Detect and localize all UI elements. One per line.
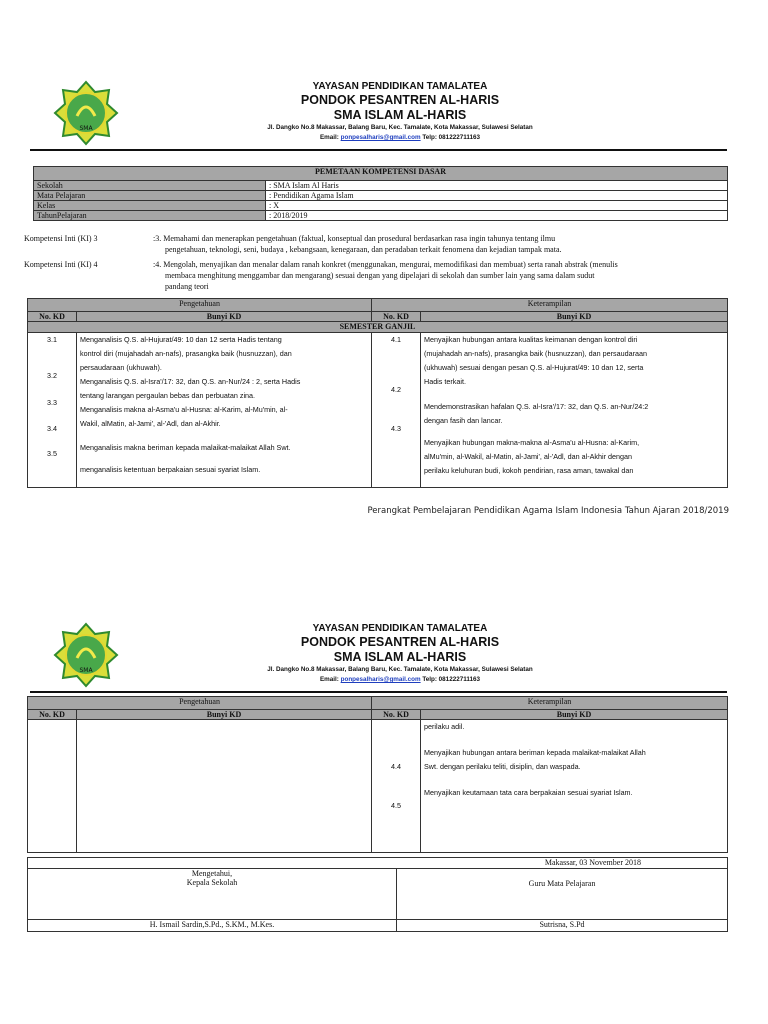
kd-line: Mendemonstrasikan hafalan Q.S. al-Isra'/17: 32, dan Q.S. an-Nur/24:2	[424, 402, 649, 411]
place-date: Makassar, 03 November 2018	[28, 858, 728, 869]
pesantren-name: PONDOK PESANTREN AL-HARIS	[300, 635, 500, 649]
info-label: TahunPelajaran	[34, 211, 266, 221]
page-footer: Perangkat Pembelajaran Pendidikan Agama Islam Indonesia Tahun Ajaran 2018/2019	[367, 506, 729, 516]
kd-table-page2	[27, 696, 728, 853]
teacher-name: Sutrisna, S.Pd	[397, 920, 728, 932]
kd-no: 4.1	[391, 335, 401, 344]
letterhead	[180, 80, 620, 143]
email-link[interactable]: ponpesalharis@gmail.com	[340, 676, 421, 683]
no-kd-header: No. KD	[28, 312, 77, 322]
header-rule	[30, 149, 727, 151]
pengetahuan-header: Pengetahuan	[28, 697, 372, 710]
kd-no: 4.3	[391, 424, 401, 433]
kd-spacer	[424, 774, 724, 786]
kd-line: perilaku keluhuran budi, kokoh pendirian, rasa aman, tawakal dan	[424, 466, 634, 475]
bunyi-kd-header: Bunyi KD	[421, 710, 728, 720]
kd-numbers-right	[372, 333, 421, 488]
kd-text-right	[421, 720, 728, 853]
kd-line: Menganalisis Q.S. al-Hujurat/49: 10 dan 12 serta Hadis tentang	[80, 335, 282, 344]
kd-spacer	[80, 431, 368, 441]
kd-line: Menganalisis makna al-Asma'u al-Husna: al-Karim, al-Mu'min, al-	[80, 405, 288, 414]
kd-line: Menyajikan hubungan makna-makna al-Asma'u al-Husna: al-Karim,	[424, 438, 640, 447]
kd-line: tentang larangan pergaulan bebas dan perbuatan zina.	[80, 391, 256, 400]
info-value: : X	[266, 201, 728, 211]
page-title: PEMETAAN KOMPETENSI DASAR	[34, 167, 728, 181]
ki4-text	[153, 259, 731, 292]
ki4-text-line3: pandang teori	[165, 282, 209, 291]
kd-line: alMu'min, al-Wakil, al-Matin, al-Jami', al-'Adl, dan al-Akhir dengan	[424, 452, 632, 461]
kd-no: 4.5	[391, 801, 401, 810]
kd-numbers-right	[372, 720, 421, 853]
logo-text: SMA	[79, 125, 93, 132]
kd-line: menganalisis ketentuan berpakaian sesuai syariat Islam.	[80, 465, 261, 474]
ki4-text-line1: :4. Mengolah, menyajikan dan menalar dalam ranah konkret (menggunakan, mengurai, memodifikasi dan membuat) serta ranah abstrak (menulis	[153, 260, 618, 269]
pesantren-name: PONDOK PESANTREN AL-HARIS	[300, 93, 500, 107]
ki4-text-line2: membaca menghitung menggambar dan mengarang) sesuai dengan yang dipelajari di sekolah dan sumber lain yang sama dalam sudut	[165, 271, 595, 280]
kd-line: Menyajikan hubungan antara beriman kepada malaikat-malaikat Allah	[424, 748, 646, 757]
bunyi-kd-header: Bunyi KD	[77, 710, 372, 720]
signature-table	[27, 857, 728, 932]
ki3-label: Kompetensi Inti (KI) 3	[24, 234, 98, 243]
no-kd-header: No. KD	[28, 710, 77, 720]
kd-spacer	[80, 455, 368, 463]
bunyi-kd-header: Bunyi KD	[421, 312, 728, 322]
info-value: : Pendidikan Agama Islam	[266, 191, 728, 201]
kepala-label: Kepala Sekolah	[186, 878, 238, 887]
kd-line: Menyajikan hubungan antara kualitas keimanan dengan kontrol diri	[424, 335, 638, 344]
kd-no: 3.3	[47, 398, 57, 407]
kd-no: 3.4	[47, 424, 57, 433]
no-kd-header: No. KD	[372, 312, 421, 322]
kd-numbers-left-empty	[28, 720, 77, 853]
kd-line: Wakil, alMatin, al-Jami', al-'Adl, dan al-Akhir.	[80, 419, 221, 428]
address: Jl. Dangko No.8 Makassar, Balang Baru, Kec. Tamalate, Kota Makassar, Sulawesi Selatan	[267, 124, 533, 131]
school-name: SMA ISLAM AL-HARIS	[333, 108, 467, 122]
semester-row: SEMESTER GANJIL	[28, 322, 728, 333]
ki3-text-line1: :3. Memahami dan menerapkan pengetahuan (faktual, konseptual dan prosedural berdasarkan rasa ingin tahunya tentang ilmu	[153, 234, 556, 243]
kd-no: 3.1	[47, 335, 57, 344]
header-rule	[30, 691, 727, 693]
email-link[interactable]: ponpesalharis@gmail.com	[340, 134, 421, 141]
kd-line: persaudaraan (ukhuwah).	[80, 363, 162, 372]
info-value: : 2018/2019	[266, 211, 728, 221]
info-table	[33, 166, 728, 221]
mengetahui-label: Mengetahui,	[191, 869, 233, 878]
kd-spacer	[424, 734, 724, 746]
kd-line: Menganalisis makna beriman kepada malaikat-malaikat Allah Swt.	[80, 443, 291, 452]
school-logo	[53, 80, 119, 146]
kd-text-right	[421, 333, 728, 488]
ki4-label: Kompetensi Inti (KI) 4	[24, 260, 98, 269]
kd-no: 4.4	[391, 762, 401, 771]
info-value: : SMA Islam Al Haris	[266, 181, 728, 191]
logo-text: SMA	[79, 667, 93, 674]
kd-text-left-empty	[77, 720, 372, 853]
kd-line: dengan fasih dan lancar.	[424, 416, 503, 425]
email-label: Email:	[319, 676, 339, 683]
phone: Telp: 081222711163	[422, 676, 481, 683]
no-kd-header: No. KD	[372, 710, 421, 720]
principal-name: H. Ismail Sardin,S.Pd., S.KM., M.Kes.	[28, 920, 397, 932]
kd-spacer	[424, 428, 724, 436]
contact-line	[180, 675, 620, 685]
kd-line: Swt. dengan perilaku teliti, disiplin, dan waspada.	[424, 762, 581, 771]
principal-block	[28, 869, 397, 920]
guru-label: Guru Mata Pelajaran	[528, 879, 596, 888]
kd-no: 3.5	[47, 449, 57, 458]
school-logo	[53, 622, 119, 688]
kd-line: (ukhuwah) sesuai dengan pesan Q.S. al-Hujurat/49: 10 dan 12, serta	[424, 363, 644, 372]
address: Jl. Dangko No.8 Makassar, Balang Baru, Kec. Tamalate, Kota Makassar, Sulawesi Selatan	[267, 666, 533, 673]
info-label: Sekolah	[34, 181, 266, 191]
kd-table	[27, 298, 728, 488]
pengetahuan-header: Pengetahuan	[28, 299, 372, 312]
foundation-name: YAYASAN PENDIDIKAN TAMALATEA	[312, 623, 488, 634]
kd-line: (mujahadah an-nafs), prasangka baik (husnuzzan), dan persaudaraan	[424, 349, 647, 358]
keterampilan-header: Keterampilan	[372, 697, 728, 710]
letterhead-page2	[180, 622, 620, 685]
foundation-name: YAYASAN PENDIDIKAN TAMALATEA	[312, 81, 488, 92]
ki3-text	[153, 233, 731, 255]
bunyi-kd-header: Bunyi KD	[77, 312, 372, 322]
info-label: Mata Pelajaran	[34, 191, 266, 201]
contact-line	[180, 133, 620, 143]
kd-text-left	[77, 333, 372, 488]
kd-line: Menganalisis Q.S. al-Isra'/17: 32, dan Q.S. an-Nur/24 : 2, serta Hadis	[80, 377, 301, 386]
kd-numbers-left	[28, 333, 77, 488]
info-label: Kelas	[34, 201, 266, 211]
kd-line: Hadis terkait.	[424, 377, 466, 386]
email-label: Email:	[319, 134, 339, 141]
school-name: SMA ISLAM AL-HARIS	[333, 650, 467, 664]
kd-line: perilaku adil.	[424, 722, 465, 731]
kd-no: 4.2	[391, 385, 401, 394]
kd-line: kontrol diri (mujahadah an-nafs), prasangka baik (husnuzzan), dan	[80, 349, 292, 358]
phone: Telp: 081222711163	[422, 134, 481, 141]
ki3-text-line2: pengetahuan, teknologi, seni, budaya , kebangsaan, kenegaraan, dan peradaban terkait fenomena dan kejadian tampak mata.	[165, 245, 562, 254]
kd-line: Menyajikan keutamaan tata cara berpakaian sesuai syariat Islam.	[424, 788, 633, 797]
keterampilan-header: Keterampilan	[372, 299, 728, 312]
teacher-block	[397, 869, 728, 920]
kd-spacer	[424, 389, 724, 400]
kd-no: 3.2	[47, 371, 57, 380]
